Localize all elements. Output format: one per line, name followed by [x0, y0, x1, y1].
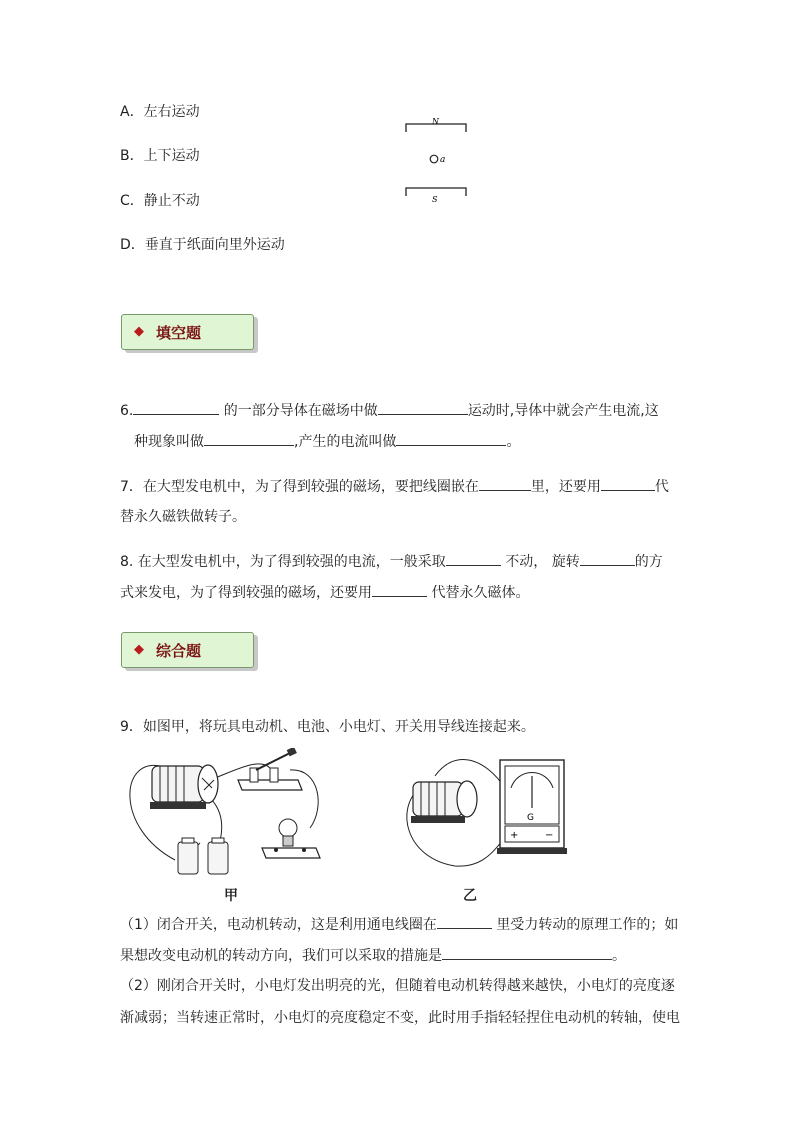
question-7-line-2: 替永久磁铁做转子。 — [120, 509, 246, 525]
light-bulb-icon — [262, 819, 320, 858]
option-d: D．垂直于纸面向里外运动 — [120, 237, 285, 253]
blank — [396, 431, 506, 446]
question-6-line-1: 6. 的一部分导体在磁场中做 运动时,导体中就会产生电流,这 — [120, 400, 659, 421]
conductor-label: a — [440, 155, 446, 165]
switch-icon — [238, 748, 302, 790]
north-pole-label: N — [432, 117, 439, 126]
south-pole-label: S — [432, 195, 438, 204]
figure-label-a: 甲 — [224, 888, 238, 904]
blank — [580, 551, 635, 566]
blank — [378, 400, 468, 415]
blank — [601, 476, 655, 491]
option-b: B．上下运动 — [120, 148, 200, 164]
blank — [372, 582, 427, 597]
blank — [479, 476, 531, 491]
blank — [437, 914, 492, 929]
motor-meter-figure — [395, 748, 575, 876]
blank — [204, 431, 294, 446]
question-7-line-1: 7．在大型发电机中，为了得到较强的磁场，要把线圈嵌在 里，还要用 代 — [120, 476, 669, 497]
meter-minus-label: − — [545, 830, 554, 841]
battery-icon — [178, 838, 228, 874]
section-title: 填空题 — [156, 324, 202, 342]
section-header-comprehensive — [121, 632, 254, 668]
blank — [133, 400, 219, 415]
blank — [442, 945, 612, 960]
question-8-line-2: 式来发电，为了得到较强的磁场，还要用 代替永久磁体。 — [120, 582, 529, 603]
motor-icon — [150, 765, 218, 809]
option-c: C．静止不动 — [120, 193, 200, 209]
question-9-stem: 9．如图甲，将玩具电动机、电池、小电灯、开关用导线连接起来。 — [120, 719, 535, 735]
question-6-line-2: 种现象叫做 ,产生的电流叫做 。 — [134, 431, 520, 452]
question-8-line-1: 8. 在大型发电机中，为了得到较强的电流，一般采取 不动， 旋转 的方 — [120, 551, 663, 572]
section-title: 综合题 — [156, 642, 202, 660]
question-9-part-1-line-2: 果想改变电动机的转动方向，我们可以采取的措施是 。 — [120, 945, 626, 966]
diamond-icon: ◆ — [134, 642, 144, 657]
section-header-fill — [121, 314, 254, 350]
question-9-part-1-line-1: （1）闭合开关，电动机转动，这是利用通电线圈在 里受力转动的原理工作的；如 — [120, 914, 678, 935]
magnet-figure — [400, 112, 472, 204]
figure-label-b: 乙 — [463, 888, 477, 904]
conductor-icon — [430, 155, 438, 163]
galvanometer-icon — [497, 760, 567, 854]
question-9-part-2-line-2: 渐减弱；当转速正常时，小电灯的亮度稳定不变，此时用手指轻轻捏住电动机的转轴，使电 — [120, 1010, 680, 1026]
option-a: A．左右运动 — [120, 104, 200, 120]
diamond-icon: ◆ — [134, 324, 144, 339]
blank — [446, 551, 501, 566]
motor-icon — [411, 781, 477, 823]
question-9-part-2-line-1: （2）刚闭合开关时，小电灯发出明亮的光，但随着电动机转得越来越快，小电灯的亮度逐 — [120, 978, 675, 994]
meter-plus-label: + — [510, 830, 519, 841]
motor-circuit-figure — [120, 748, 335, 888]
meter-g-label: G — [527, 813, 534, 823]
